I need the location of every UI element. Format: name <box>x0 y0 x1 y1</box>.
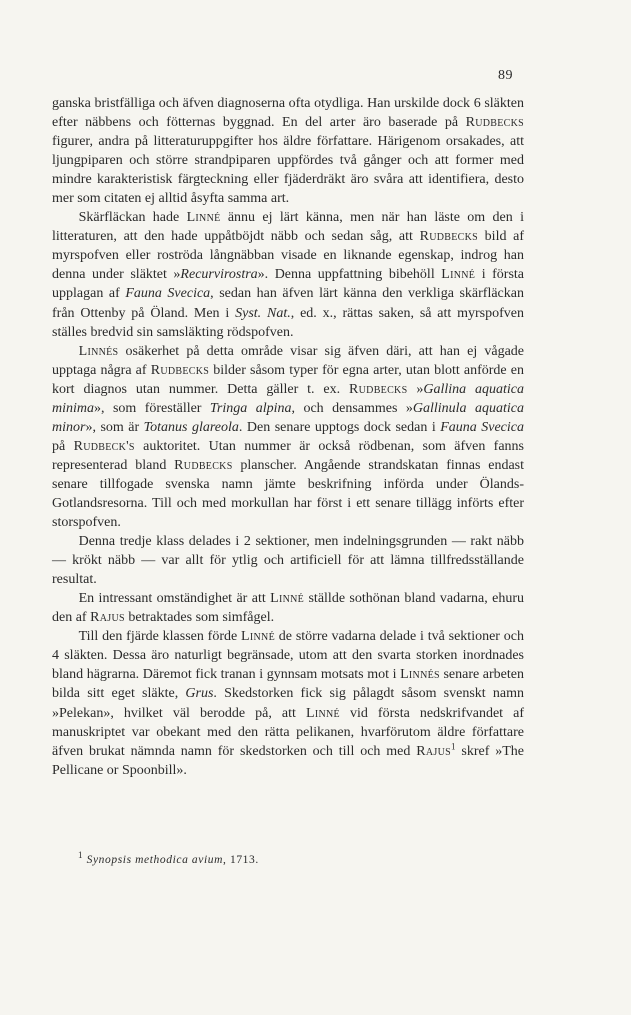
text-run: bild af myrspofven eller roströda långnäbban visade en liknande egenskap, indrog han denna under släktet » <box>52 229 525 283</box>
italic-term: Syst. Nat. <box>235 305 291 321</box>
italic-term: Fauna Svecica <box>125 286 211 302</box>
author-name: Rudbecks <box>349 381 408 397</box>
text-run: senare arbeten bilda sitt eget släkte, <box>52 667 524 702</box>
text-run: på <box>52 438 74 454</box>
text-run: i första upplagan af <box>52 267 525 302</box>
paragraph-1 <box>52 94 524 208</box>
author-name: Linné <box>241 629 275 645</box>
text-run: betraktades som simfågel. <box>124 610 275 626</box>
paragraph-2 <box>52 208 524 341</box>
text-run: Till den fjärde klassen förde <box>78 629 242 645</box>
italic-term: Gallinula aquatica minor <box>52 400 524 435</box>
footnote-title: Synopsis methodica avium <box>86 854 224 866</box>
text-run: Skärfläckan hade <box>78 210 187 226</box>
text-run: . Skedstorken fick sig pålagdt såsom svenskt namn »Pelekan», hvilket väl berodde på, att <box>52 686 524 721</box>
text-run: Denna tredje klass delades i 2 sektioner, men indelningsgrunden — rakt näbb — krökt näbb — var allt för ytlig och artificiell för att lämna tillfredsställande resultat. <box>52 534 524 588</box>
author-name: Linné <box>305 705 340 721</box>
body-text <box>52 94 524 780</box>
text-run: ställde sothönan bland vadarna, ehuru den af <box>52 591 524 626</box>
paragraph-6 <box>52 627 524 779</box>
text-run: , sedan han äfven lärt känna den verkliga skärfläckan från Ottenby på Öland. Men i <box>52 286 524 321</box>
text-run: . Den senare upptogs dock sedan i <box>238 419 441 435</box>
footnote-year: , 1713. <box>223 854 259 866</box>
text-run: osäkerhet på detta område visar sig äfven däri, att han ej vågade upptaga några af <box>52 343 524 378</box>
text-run: auktoritet. Utan nummer är också rödbenan, som äfven fanns representerad bland <box>52 438 524 473</box>
author-name: Linné <box>186 210 221 226</box>
text-run: , och densammes » <box>291 400 413 416</box>
footnote-ref: 1 <box>451 740 456 751</box>
paragraph-3 <box>52 342 524 532</box>
author-name: Rudbeck's <box>73 438 135 454</box>
author-name: Linnés <box>400 667 440 683</box>
author-name: Linnés <box>78 343 119 359</box>
text-run: vid första nedskrifvandet af manuskriptet var obekant med den rätta pelikanen, hvarförutom äldre författare äfven brukat nämnda namn för skedstorken och till och med <box>52 705 524 759</box>
author-name: Rajus <box>90 610 125 626</box>
text-run: planscher. Angående strandskatan finnas endast senare tillfogade svenska namn jämte beskrifning införda under Ölands-Gotlandsresorna. Till och med morkullan har först i ett senare tillägg införts efter storspofven. <box>52 457 525 531</box>
text-run: ». Denna uppfattning bibehöll <box>257 267 442 283</box>
author-name: Rudbecks <box>174 457 233 473</box>
footnote-marker: 1 <box>78 850 84 861</box>
text-run: », som är <box>85 419 144 435</box>
text-run: » <box>407 381 424 397</box>
italic-term: Fauna Svecica <box>440 419 524 435</box>
author-name: Rudbecks <box>419 229 479 245</box>
text-run: », som föreställer <box>94 400 210 416</box>
text-run: , ed. x., rättas saken, så att myrspofven ställes bredvid sin samsläkting rödspofven. <box>52 305 525 340</box>
italic-term: Grus <box>185 686 214 702</box>
author-name: Rajus <box>416 743 451 759</box>
page-number: 89 <box>498 68 513 83</box>
author-name: Rudbecks <box>465 115 524 131</box>
text-run: ännu ej lärt känna, men när han läste om den i litteraturen, att den hade uppåtböjdt näbb och sedan såg, att <box>52 210 524 245</box>
italic-term: Tringa alpina <box>209 400 292 416</box>
italic-term: Recurvirostra <box>180 267 258 283</box>
author-name: Linné <box>270 591 305 607</box>
text-run: ganska bristfälliga och äfven diagnoserna ofta otydliga. Han urskilde dock 6 släkten efter näbbens och fötternas byggnad. En del arter äro baserade på <box>52 96 524 131</box>
paragraph-4 <box>52 532 524 589</box>
text-run: En intressant omständighet är att <box>78 591 271 607</box>
text-run: de större vadarna delade i två sektioner och 4 släkten. Dessa äro naturligt begränsade, utom att den svarta storken inordnades bland hägrarna. Däremot fick tranan i gynnsam motsats mot i <box>52 629 525 683</box>
italic-term: Totanus glareola <box>143 419 239 435</box>
author-name: Rudbecks <box>150 362 210 378</box>
text-run: bilder såsom typer för egna arter, utan blott anförde en kort diagnos utan nummer. Detta gäller t. ex. <box>52 362 524 397</box>
footnote <box>78 850 518 867</box>
text-run: figurer, andra på litteraturuppgifter hos äldre författare. Härigenom orsakades, att ljungpiparen och större strandpiparen uppfördes två gånger och att former med mindre karakteristisk färgteckning eller fjäderdräkt äro svåra att identifiera, desto mer som citaten ej alltid åsyfta samma art. <box>52 134 524 207</box>
italic-term: Gallina aquatica minima <box>52 381 524 416</box>
text-run: skref »The Pellicane or Spoonbill». <box>52 743 524 778</box>
author-name: Linné <box>441 267 476 283</box>
paragraph-5 <box>52 589 524 627</box>
